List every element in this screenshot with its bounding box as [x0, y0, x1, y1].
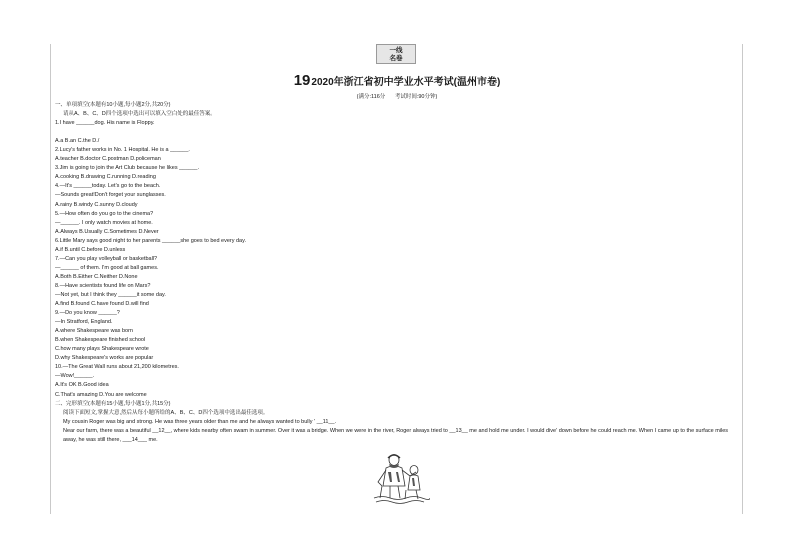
text-line: 6.Little Mary says good night to her parents ______she goes to bed every day. [55, 237, 246, 244]
paper-title: 2020年浙江省初中学业水平考试(温州市卷) [311, 77, 501, 88]
section-heading: 一、单项填空(本题有10小题,每小题2分,共20分) [55, 102, 171, 108]
text-line: A.if B.until C.before D.unless [55, 246, 126, 253]
text-line: —______ of them. I'm good at ball games. [55, 264, 159, 271]
series-stamp [376, 44, 416, 64]
exam-score: (满分:116分 [356, 94, 386, 100]
exam-time: 考试时间:90分钟) [394, 94, 438, 100]
exam-info [0, 92, 794, 100]
text-line: My cousin Roger was big and strong. He was three years older than me and he always wanted to bully ' __11__. [63, 418, 337, 425]
left-margin-line [50, 44, 51, 514]
text-line: A.rainy B.windy C.sunny D.cloudy [55, 201, 138, 208]
text-line: C.That's amazing D.You are welcome [55, 391, 147, 398]
stamp-line-2: 名卷 [389, 55, 403, 62]
text-line [55, 128, 740, 137]
text-line: 请从A、B、C、D四个选项中选出可以填入空白处的最佳答案。 [63, 111, 216, 118]
text-line: 10.—The Great Wall runs about 21,200 kilometres. [55, 364, 179, 371]
paper-number: 19 [293, 72, 311, 89]
text-line: A.where Shakespeare was born [55, 328, 133, 335]
text-line: A.find B.found C.have found D.will find [55, 301, 149, 308]
text-line: A.a B.an C.the D./ [55, 138, 100, 145]
text-line: —Wow!______. [55, 373, 95, 380]
text-line: 2.Lucy's father works in No. 1 Hospital. He is a ______. [55, 147, 190, 154]
text-line: C.how many plays Shakespeare wrote [55, 346, 149, 353]
text-line: 1.I have ______dog. His name is Floppy. [55, 120, 155, 127]
text-line: A.teacher B.doctor C.postman D.policeman [55, 156, 161, 163]
question-content [55, 101, 740, 445]
page-title [0, 72, 794, 89]
text-line: 8.—Have scientists found life on Mars? [55, 282, 151, 289]
swimming-kids-illustration [372, 452, 430, 504]
text-line: 3.Jim is going to join the Art Club because he likes ______. [55, 165, 200, 172]
text-line: A.cooking B.drawing C.running D.reading [55, 174, 156, 181]
text-line: 4.—It's ______today. Let's go to the beach. [55, 183, 161, 190]
text-line: Near our farm, there was a beautiful __12__, where kids nearby often swam in summer. Over it was a bridge. When we were in the river, Roger always tried to __13__ me and hold me under. I would dive' down before he could reach me. When I came up to the surface miles away, he was still there, ___14___ me. [63, 427, 729, 443]
text-line: D.why Shakespeare's works are popular [55, 355, 154, 362]
text-line: —Not yet, but I think they ______it some day. [55, 291, 166, 298]
text-line: 7.—Can you play volleyball or basketball? [55, 255, 158, 262]
text-line: A.Always B.Usually C.Sometimes D.Never [55, 228, 159, 235]
text-line: —Sounds great!Don't forget your sunglasses. [55, 192, 166, 199]
text-line: —______. I only watch movies at home. [55, 219, 153, 226]
text-line: A.Both B.Either C.Neither D.None [55, 273, 138, 280]
section-heading: 二、完形填空(本题有15小题,每小题1分,共15分) [55, 400, 171, 407]
stamp-line-1: 一线 [389, 47, 403, 54]
text-line: —In Stratford, England. [55, 319, 113, 326]
text-line: A.It's OK B.Good idea [55, 382, 109, 389]
right-margin-line [742, 44, 743, 514]
text-line: 阅读下面短文,掌握大意,然后从每小题所给的A、B、C、D四个选项中选出最佳选项。 [63, 409, 269, 416]
text-line: B.when Shakespeare finished school [55, 337, 146, 344]
text-line: 9.—Do you know ______? [55, 310, 120, 317]
text-line: 5.—How often do you go to the cinema? [55, 210, 154, 217]
